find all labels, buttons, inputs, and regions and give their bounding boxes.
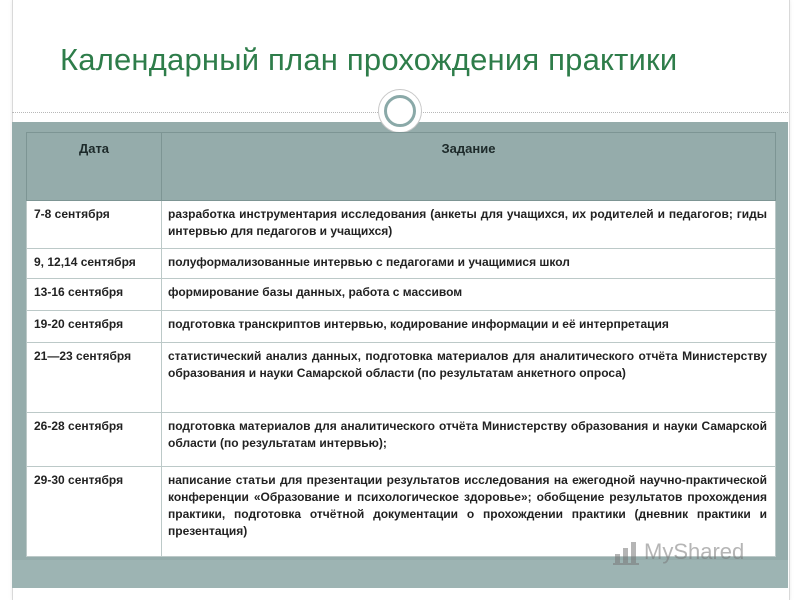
watermark <box>612 538 744 566</box>
row-date: 19-20 сентября <box>27 311 162 343</box>
table-header-row <box>27 133 776 201</box>
watermark-text: MyShared <box>644 539 745 564</box>
row-task: статистический анализ данных, подготовка материалов для аналитического отчёта Министерству образования и науки Самарской области (по результатам анкетного опроса) <box>162 343 776 413</box>
row-date: 21—23 сентября <box>27 343 162 413</box>
row-date: 13-16 сентября <box>27 279 162 311</box>
row-date: 29-30 сентября <box>27 467 162 557</box>
header-task: Задание <box>162 133 776 201</box>
row-date: 26-28 сентября <box>27 413 162 467</box>
ring-inner <box>384 95 416 127</box>
table-row <box>27 201 776 249</box>
row-task: подготовка транскриптов интервью, кодирование информации и её интерпретация <box>162 311 776 343</box>
row-task: полуформализованные интервью с педагогами и учащимися школ <box>162 249 776 279</box>
row-date: 9, 12,14 сентября <box>27 249 162 279</box>
chart-bars-icon <box>612 538 640 566</box>
row-task: формирование базы данных, работа с массивом <box>162 279 776 311</box>
header-date: Дата <box>27 133 162 201</box>
practice-schedule-table <box>26 132 776 557</box>
table-row <box>27 311 776 343</box>
row-task: подготовка материалов для аналитического отчёта Министерству образования и науки Самарской области (по результатам интервью); <box>162 413 776 467</box>
table-row <box>27 279 776 311</box>
row-task: написание статьи для презентации результатов исследования на ежегодной научно-практической конференции «Образование и психологическое здоровье»; обобщение результатов прохождения практики, подготовка отчётной документации о прохождении практики (дневник практики и презентация) <box>162 467 776 557</box>
row-date: 7-8 сентября <box>27 201 162 249</box>
table-row <box>27 249 776 279</box>
decorative-ring-icon <box>378 89 422 133</box>
slide-title: Календарный план прохождения практики <box>60 42 678 77</box>
row-task: разработка инструментария исследования (анкеты для учащихся, их родителей и педагогов; гиды интервью для педагогов и учащихся) <box>162 201 776 249</box>
table-row <box>27 413 776 467</box>
table-row <box>27 343 776 413</box>
